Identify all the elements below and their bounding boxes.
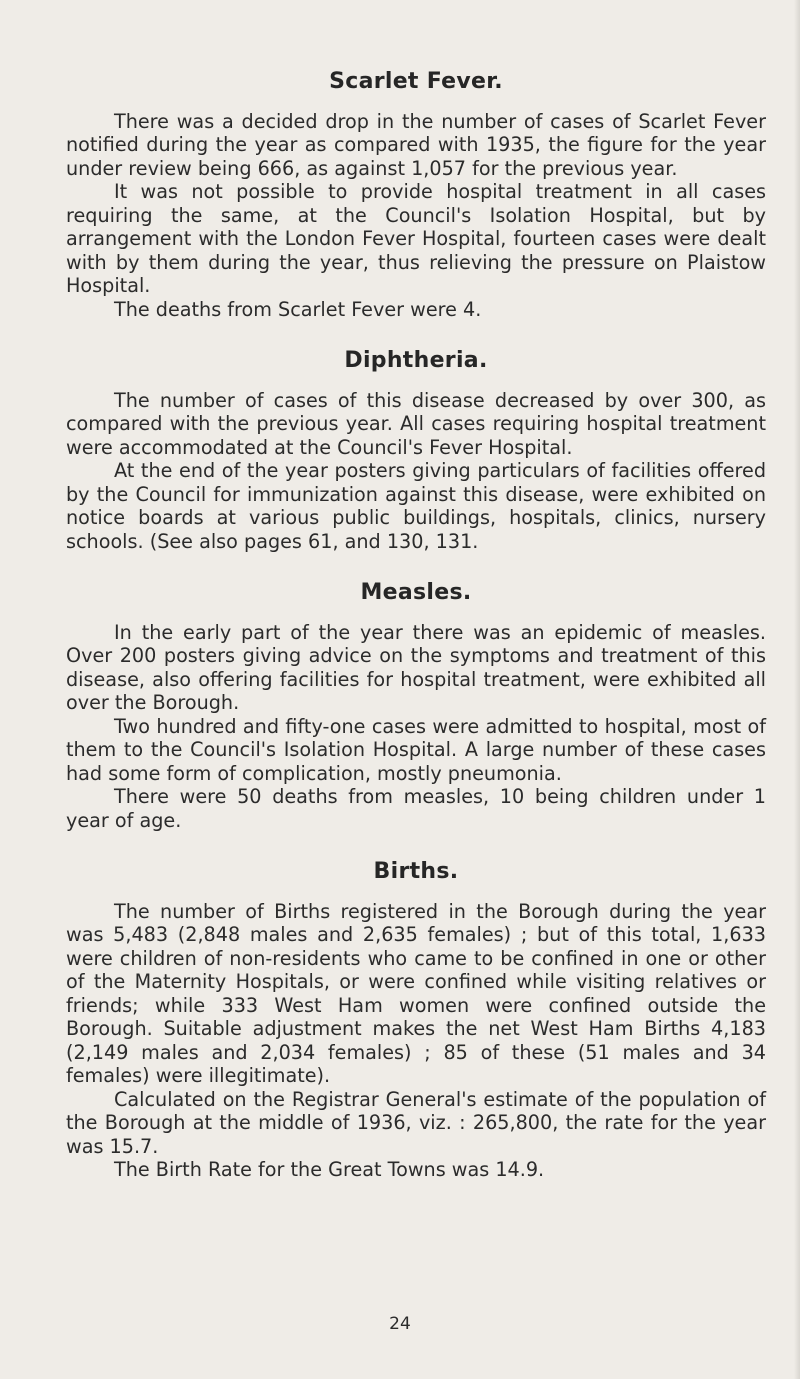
paragraph: In the early part of the year there was an epidemic of measles. Over 200 posters giving advice on the symptoms and treatment of this disease, also offering facilities for hospital treatment, were exhibited all over the Borough. [66, 620, 766, 714]
page-content [66, 70, 766, 1182]
page-number: 24 [389, 1314, 411, 1334]
section-title-diphtheria: Diphtheria. [344, 348, 488, 373]
section-title-measles: Measles. [360, 580, 472, 605]
page-edge-shadow [794, 0, 800, 1379]
paragraph: The number of cases of this disease decreased by over 300, as compared with the previous year. All cases requiring hospital treatment were accommodated at the Council's Fever Hospital. [66, 388, 766, 459]
paragraph: The number of Births registered in the Borough during the year was 5,483 (2,848 males and 2,635 females) ; but of this total, 1,633 were children of non-residents who came to be confined in one or other of the Maternity Hospitals, or were confined while visiting relatives or friends; while 333 West Ham women were confined outside the Borough. Suitable adjustment makes the net West Ham Births 4,183 (2,149 males and 2,034 females) ; 85 of these (51 males and 34 females) were illegitimate). [66, 899, 766, 1087]
paragraph: The deaths from Scarlet Fever were 4. [114, 297, 482, 321]
paragraph: There were 50 deaths from measles, 10 being children under 1 year of age. [66, 785, 766, 832]
paragraph: The Birth Rate for the Great Towns was 14.9. [114, 1158, 545, 1181]
paragraph: Calculated on the Registrar General's estimate of the population of the Borough at the middle of 1936, viz. : 265,800, the rate for the year was 15.7. [66, 1087, 766, 1158]
paragraph: Two hundred and fifty-one cases were admitted to hospital, most of them to the Council's Isolation Hospital. A large number of these cases had some form of complication, mostly pneumonia. [66, 714, 766, 785]
section-title-births: Births. [373, 859, 459, 884]
paragraph: It was not possible to provide hospital treatment in all cases requiring the same, at the Council's Isolation Hospital, but by arrangement with the London Fever Hospital, fourteen cases were dealt with by them during the year, thus relieving the pressure on Plaistow Hospital. [66, 180, 766, 297]
paragraph: There was a decided drop in the number of cases of Scarlet Fever notified during the year as compared with 1935, the figure for the year under review being 666, as against 1,057 for the previous year. [66, 109, 766, 180]
section-title-scarlet-fever: Scarlet Fever. [329, 69, 503, 94]
paragraph: At the end of the year posters giving particulars of facilities offered by the Council for immunization against this disease, were exhibited on notice boards at various public buildings, hospitals, clinics, nursery schools. (See also pages 61, and 130, 131. [66, 459, 766, 553]
